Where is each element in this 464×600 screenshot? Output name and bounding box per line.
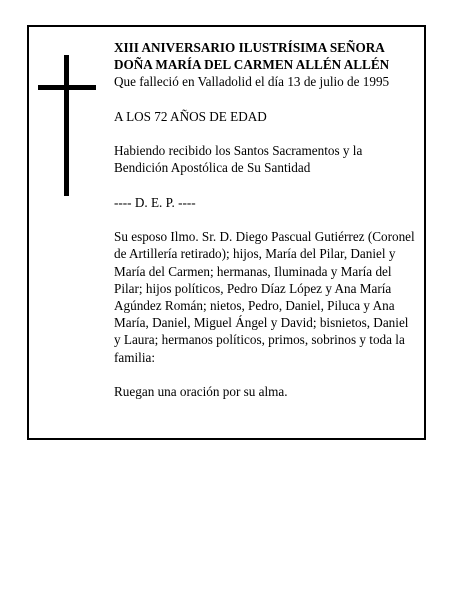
death-info: Que falleció en Valladolid el día 13 de julio de 1995 [114,74,390,90]
cross-vertical-bar [64,55,69,196]
prayer-request: Ruegan una oración por su alma. [114,383,288,399]
anniversary-title: XIII ANIVERSARIO ILUSTRÍSIMA SEÑORA [114,40,385,55]
rest-in-peace: ---- D. E. P. ---- [114,194,196,210]
sacraments-text: Habiendo recibido los Santos Sacramentos y la Bendición Apostólica de Su Santidad [114,143,363,176]
family-list: Su esposo Ilmo. Sr. D. Diego Pascual Gutiérrez (Coronel de Artillería retirado); hijos, María del Pilar, Daniel y María del Carmen; hermanas, Iluminada y María del Pilar; hijos políticos, Pedro Díaz López y Ana María Agúndez Román; nietos, Pedro, Daniel, Piluca y Ana María, Daniel, Miguel Ángel y David; bisnietos, Daniel y Laura; hermanos políticos, primos, sobrinos y toda la familia: [114,229,415,365]
age-at-death: A LOS 72 AÑOS DE EDAD [114,108,267,124]
obituary-text [114,39,416,400]
cross-horizontal-bar [38,85,96,90]
deceased-name: DOÑA MARÍA DEL CARMEN ALLÉN ALLÉN [114,57,390,73]
